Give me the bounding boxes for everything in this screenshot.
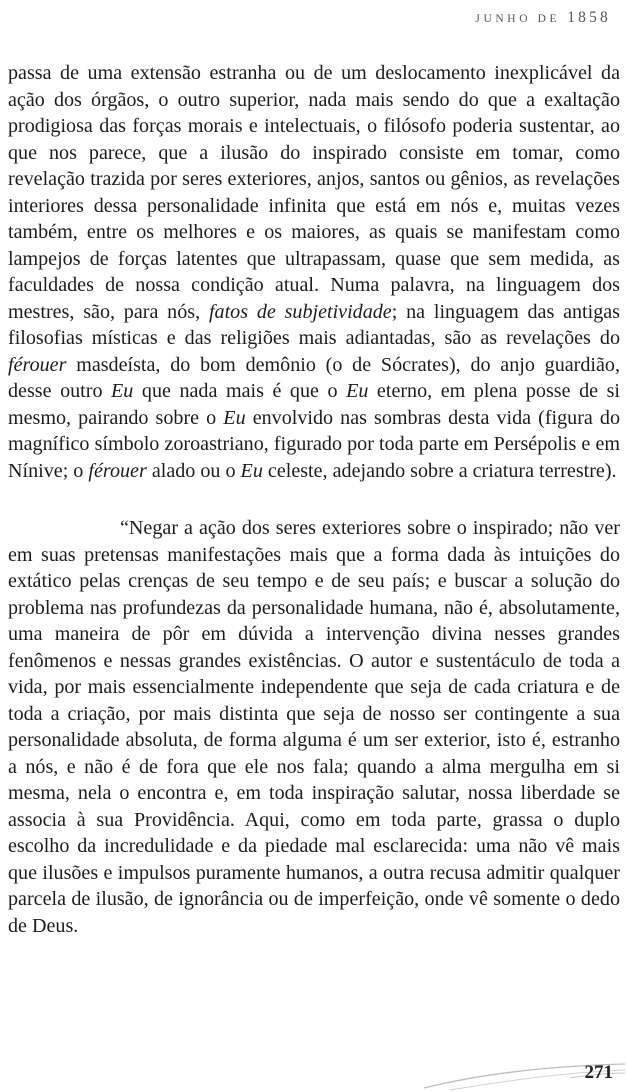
p1-text-2: ; na linguagem das antigas filosofias místicas e das religiões mais adiantadas, são as revelações do (8, 300, 621, 349)
paragraph-1 (8, 60, 620, 484)
p1-text-1: passa de uma extensão estranha ou de um deslocamento inexplicável da ação dos órgãos, o outro superior, nada mais sendo do que a exaltação prodigiosa das forças morais e intelectuais, o filósofo poderia sustentar, ao que nos parece, que a ilusão do inspirado consiste em tomar, como revelação trazida por seres exteriores, anjos, santos ou gênios, as revelações interiores dessa personalidade infinita que está em nós e, muitas vezes também, entre os melhores e os maiores, as quais se manifestam como lampejos de forças latentes que ultrapassam, quase que sem medida, as faculdades de nossa condição atual. Numa palavra, na linguagem dos mestres, são, para nós, (8, 62, 620, 323)
paragraph-2: “Negar a ação dos seres exteriores sobre o inspirado; não ver em suas pretensas manifestações mais que a forma dada às intuições do extático pelas crenças de seu tempo e de seu país; e buscar a solução do problema nas profundezas da personalidade humana, não é, absolutamente, uma maneira de pôr em dúvida a intervenção divina nesses grandes fenômenos e nessas grandes existências. O autor e sustentáculo de toda a vida, por mais essencialmente independente que seja de cada criatura e de toda a criação, por mais distinta que seja de nosso ser contingente a sua personalidade absoluta, de forma alguma é um ser exterior, isto é, estranho a nós, e não é de fora que ele nos fala; quando a alma mergulha em si mesma, nela o encontra e, em toda inspiração salutar, nossa liberdade se associa à sua Providência. Aqui, como em toda parte, grassa o duplo escolho da incredulidade e da piedade mal esclarecida: uma não vê mais que ilusões e impulsos puramente humanos, a outra recusa admitir qualquer parcela de ilusão, de ignorância ou de imperfeição, onde vê somente o dedo de Deus. (8, 517, 620, 937)
p1-text-4: que nada mais é que o (133, 380, 347, 402)
running-head-month: JUNHO DE (475, 13, 561, 25)
p1-italic-eu-1: Eu (111, 380, 134, 402)
p1-text-5: eterno, em plena posse de si mesmo, pairando sobre o (8, 380, 620, 429)
page-number: 271 (584, 1062, 613, 1083)
p1-text-8: celeste, adejando sobre a criatura terrestre). (262, 459, 617, 482)
p1-italic-eu-2: Eu (346, 380, 369, 402)
running-head (475, 9, 611, 27)
p1-italic-ferouer-2: férouer (88, 459, 147, 482)
p1-text-7: alado ou o (146, 459, 241, 482)
p1-text-6: envolvido nas sombras desta vida (figura do magnífico símbolo zoroastriano, figurado por toda parte em Persépolis e em Nínive; o (8, 406, 621, 482)
p1-italic-ferouer-1: férouer (8, 353, 67, 376)
p1-italic-eu-3: Eu (223, 406, 246, 429)
body-text (8, 60, 620, 939)
p1-italic-eu-4: Eu (240, 459, 263, 482)
p1-text-3: masdeísta, do bom demônio (o de Sócrates), do anjo guardião, desse outro (8, 353, 620, 402)
p1-italic-fatos-de-subjetividade: fatos de subjetividade (208, 300, 392, 323)
running-head-year: 1858 (567, 9, 611, 26)
